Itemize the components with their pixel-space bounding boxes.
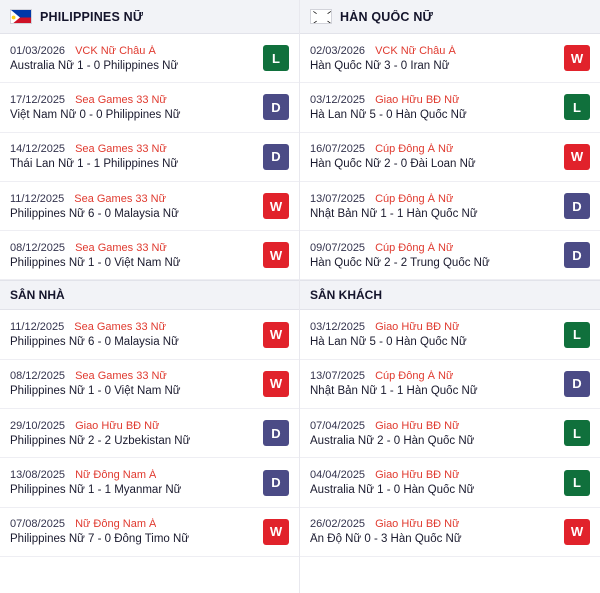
left-team-name: PHILIPPINES NỮ	[40, 9, 144, 24]
match-competition: Cúp Đông Á Nữ	[375, 192, 454, 205]
match-scoreline: Nhật Bản Nữ 1 - 1 Hàn Quốc Nữ	[310, 207, 478, 220]
match-meta	[310, 370, 556, 382]
match-info	[10, 420, 255, 447]
match-info	[310, 370, 556, 397]
match-result-badge: D	[564, 242, 590, 268]
match-info	[10, 370, 255, 397]
match-result-badge: W	[263, 242, 289, 268]
match-competition: Giao Hữu BĐ Nữ	[375, 93, 460, 106]
match-result-badge: W	[564, 45, 590, 71]
match-competition: Cúp Đông Á Nữ	[375, 241, 454, 254]
match-row[interactable]	[0, 182, 299, 231]
match-row[interactable]	[0, 360, 299, 409]
match-date: 11/12/2025	[10, 321, 65, 334]
match-scoreline: Ấn Độ Nữ 0 - 3 Hàn Quốc Nữ	[310, 533, 462, 546]
match-scoreline: Australia Nữ 1 - 0 Philippines Nữ	[10, 59, 179, 72]
match-scoreline: Hà Lan Nữ 5 - 0 Hàn Quốc Nữ	[310, 108, 467, 121]
match-info	[310, 420, 556, 447]
match-scoreline: Hàn Quốc Nữ 2 - 0 Đài Loan Nữ	[310, 158, 476, 171]
match-result-badge: L	[564, 420, 590, 446]
match-scoreline: Philippines Nữ 2 - 2 Uzbekistan Nữ	[10, 434, 191, 447]
match-row[interactable]	[0, 133, 299, 182]
match-date: 03/12/2025	[310, 93, 366, 106]
left-recent-matches-list	[0, 34, 299, 280]
match-meta	[10, 370, 255, 382]
match-info	[310, 143, 556, 170]
match-info	[10, 143, 255, 170]
match-date: 14/12/2025	[10, 143, 66, 156]
right-team-name: HÀN QUỐC NỮ	[340, 9, 434, 24]
match-result-badge: L	[263, 45, 289, 71]
match-meta	[10, 321, 255, 333]
match-date: 04/04/2025	[310, 469, 366, 482]
match-info	[10, 94, 255, 121]
match-row[interactable]	[0, 34, 299, 83]
match-result-badge: W	[263, 519, 289, 545]
match-competition: Giao Hữu BĐ Nữ	[375, 518, 460, 531]
match-scoreline: Philippines Nữ 7 - 0 Đông Timo Nữ	[10, 533, 190, 546]
match-row[interactable]	[300, 182, 600, 231]
match-date: 03/12/2025	[310, 321, 366, 334]
match-competition: Giao Hữu BĐ Nữ	[375, 419, 460, 432]
match-meta	[310, 193, 556, 205]
match-result-badge: W	[564, 519, 590, 545]
match-competition: Nữ Đông Nam Á	[75, 469, 157, 482]
match-meta	[310, 518, 556, 530]
match-date: 13/07/2025	[310, 370, 366, 383]
left-home-matches-list	[0, 310, 299, 556]
match-date: 11/12/2025	[10, 192, 65, 205]
match-info	[310, 321, 556, 348]
match-info	[10, 518, 255, 545]
match-competition: Sea Games 33 Nữ	[74, 192, 166, 205]
match-result-badge: L	[564, 94, 590, 120]
match-result-badge: W	[263, 371, 289, 397]
match-row[interactable]	[300, 83, 600, 132]
match-competition: Sea Games 33 Nữ	[75, 143, 167, 156]
match-competition: Sea Games 33 Nữ	[75, 370, 167, 383]
match-date: 02/03/2026	[310, 44, 366, 57]
right-recent-matches-list	[300, 34, 600, 280]
match-meta	[10, 242, 255, 254]
match-info	[10, 45, 255, 72]
match-row[interactable]	[300, 360, 600, 409]
match-info	[310, 45, 556, 72]
match-info	[10, 193, 255, 220]
match-scoreline: Nhật Bản Nữ 1 - 1 Hàn Quốc Nữ	[310, 385, 478, 398]
match-scoreline: Philippines Nữ 1 - 0 Việt Nam Nữ	[10, 256, 181, 269]
match-meta	[10, 518, 255, 530]
philippines-flag-icon	[10, 9, 32, 24]
match-meta	[310, 469, 556, 481]
match-date: 01/03/2026	[10, 44, 66, 57]
match-meta	[310, 143, 556, 155]
match-info	[310, 242, 556, 269]
match-row[interactable]	[300, 508, 600, 557]
match-row[interactable]	[300, 133, 600, 182]
match-result-badge: D	[263, 470, 289, 496]
match-scoreline: Australia Nữ 1 - 0 Hàn Quốc Nữ	[310, 484, 475, 497]
match-competition: Nữ Đông Nam Á	[75, 518, 157, 531]
match-meta	[310, 420, 556, 432]
match-result-badge: W	[564, 144, 590, 170]
match-meta	[10, 420, 255, 432]
match-scoreline: Philippines Nữ 1 - 1 Myanmar Nữ	[10, 484, 182, 497]
match-meta	[10, 45, 255, 57]
match-result-badge: L	[564, 470, 590, 496]
match-result-badge: D	[564, 371, 590, 397]
match-row[interactable]	[0, 458, 299, 507]
match-row[interactable]	[0, 83, 299, 132]
match-row[interactable]	[0, 508, 299, 557]
match-scoreline: Philippines Nữ 1 - 0 Việt Nam Nữ	[10, 385, 181, 398]
match-scoreline: Australia Nữ 2 - 0 Hàn Quốc Nữ	[310, 434, 475, 447]
south-korea-flag-icon	[310, 9, 332, 24]
match-info	[10, 321, 255, 348]
match-meta	[310, 321, 556, 333]
match-scoreline: Việt Nam Nữ 0 - 0 Philippines Nữ	[10, 108, 181, 121]
match-result-badge: D	[263, 144, 289, 170]
match-scoreline: Hàn Quốc Nữ 2 - 2 Trung Quốc Nữ	[310, 256, 490, 269]
match-scoreline: Hà Lan Nữ 5 - 0 Hàn Quốc Nữ	[310, 336, 467, 349]
match-row[interactable]	[0, 231, 299, 280]
match-result-badge: D	[263, 94, 289, 120]
match-date: 07/04/2025	[310, 419, 366, 432]
match-result-badge: L	[564, 322, 590, 348]
match-competition: Cúp Đông Á Nữ	[375, 143, 454, 156]
match-meta	[310, 94, 556, 106]
match-competition: Sea Games 33 Nữ	[75, 241, 167, 254]
match-date: 09/07/2025	[310, 241, 366, 254]
match-row[interactable]	[300, 409, 600, 458]
match-date: 08/12/2025	[10, 241, 66, 254]
match-info	[10, 242, 255, 269]
match-meta	[10, 143, 255, 155]
right-away-matches-list	[300, 310, 600, 556]
match-result-badge: W	[263, 193, 289, 219]
match-info	[10, 469, 255, 496]
match-competition: Cúp Đông Á Nữ	[375, 370, 454, 383]
right-team-header	[300, 0, 600, 34]
match-date: 08/12/2025	[10, 370, 66, 383]
match-meta	[310, 242, 556, 254]
match-result-badge: D	[263, 420, 289, 446]
match-scoreline: Hàn Quốc Nữ 3 - 0 Iran Nữ	[310, 59, 450, 72]
match-date: 29/10/2025	[10, 419, 66, 432]
match-row[interactable]	[0, 409, 299, 458]
match-info	[310, 94, 556, 121]
match-meta	[310, 45, 556, 57]
left-team-header	[0, 0, 299, 34]
match-date: 16/07/2025	[310, 143, 366, 156]
match-row[interactable]	[300, 34, 600, 83]
match-scoreline: Philippines Nữ 6 - 0 Malaysia Nữ	[10, 207, 179, 220]
match-row[interactable]	[0, 310, 299, 359]
match-info	[310, 518, 556, 545]
match-competition: Giao Hữu BĐ Nữ	[375, 469, 460, 482]
match-result-badge: W	[263, 322, 289, 348]
match-info	[310, 193, 556, 220]
right-section-title: SÂN KHÁCH	[300, 280, 600, 310]
match-scoreline: Thái Lan Nữ 1 - 1 Philippines Nữ	[10, 158, 179, 171]
left-section-title: SÂN NHÀ	[0, 280, 299, 310]
match-row[interactable]	[300, 458, 600, 507]
match-date: 13/08/2025	[10, 469, 66, 482]
match-date: 26/02/2025	[310, 518, 366, 531]
match-competition: VCK Nữ Châu Á	[75, 44, 156, 57]
match-row[interactable]	[300, 231, 600, 280]
match-meta	[10, 94, 255, 106]
match-competition: Giao Hữu BĐ Nữ	[375, 321, 460, 334]
match-competition: Sea Games 33 Nữ	[75, 93, 167, 106]
match-result-badge: D	[564, 193, 590, 219]
match-row[interactable]	[300, 310, 600, 359]
match-competition: Giao Hữu BĐ Nữ	[75, 419, 160, 432]
match-meta	[10, 469, 255, 481]
right-team-column	[300, 0, 600, 593]
match-date: 17/12/2025	[10, 93, 66, 106]
match-info	[310, 469, 556, 496]
match-date: 13/07/2025	[310, 192, 366, 205]
match-competition: VCK Nữ Châu Á	[375, 44, 456, 57]
match-date: 07/08/2025	[10, 518, 66, 531]
match-competition: Sea Games 33 Nữ	[74, 321, 166, 334]
match-meta	[10, 193, 255, 205]
match-scoreline: Philippines Nữ 6 - 0 Malaysia Nữ	[10, 336, 179, 349]
